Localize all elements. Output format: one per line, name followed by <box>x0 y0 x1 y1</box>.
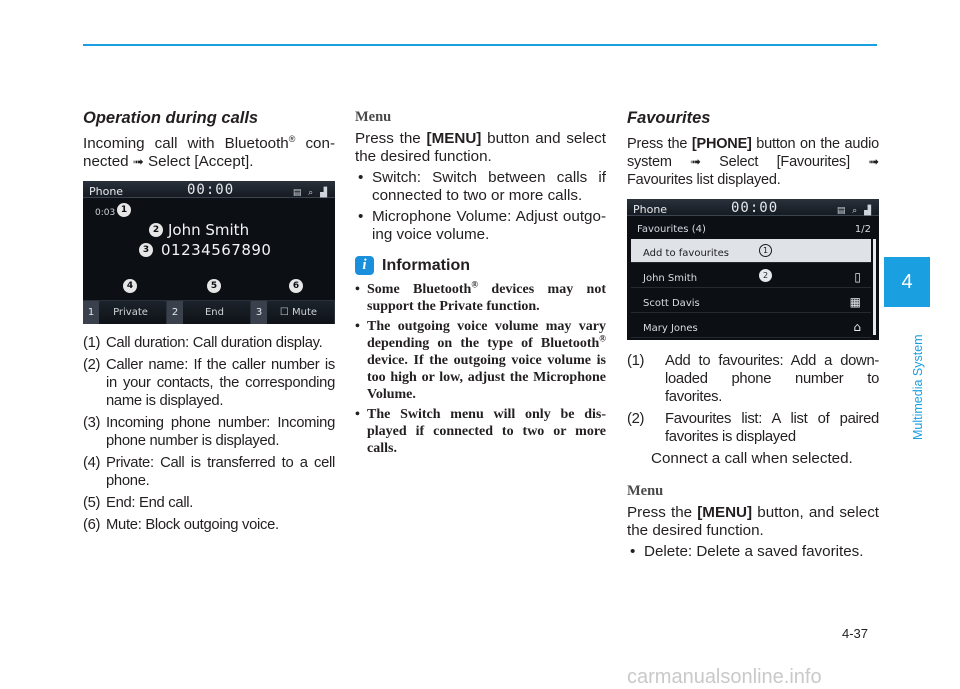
arrow-icon: ➟ <box>132 154 144 169</box>
callout-badge-2: 2 <box>149 223 163 237</box>
info-icon: i <box>355 256 374 275</box>
call-duration: 0:03 <box>95 208 116 218</box>
watermark: carmanualsonline.info <box>627 666 822 688</box>
section-label: Multimedia System <box>911 334 925 440</box>
column-favourites <box>627 108 879 564</box>
list-item: • Microphone Volume: Adjust outgo-ing voice volume. <box>355 208 606 244</box>
callout-number-1: 1 <box>759 244 772 257</box>
call-button-row <box>83 300 335 324</box>
column-menu <box>355 108 606 460</box>
column-operation-during-calls <box>83 108 335 538</box>
callout-badge-3: 3 <box>139 243 153 257</box>
list-item: (5) End: End call. <box>83 495 194 511</box>
list-item: (4) Private: Call is transferred to a cell phone. <box>83 455 335 489</box>
caller-number: 01234567890 <box>161 241 272 259</box>
list-item: • The Switch menu will only be dis-played if connected to two or more calls. <box>355 406 606 457</box>
mute-checkbox-icon: ☐ <box>279 307 293 318</box>
list-item: • Delete: Delete a saved favorites. <box>627 543 879 561</box>
mute-button[interactable]: 3 ☐ Mute <box>251 301 335 324</box>
favourites-menu-instruction: Press the [MENU] button, and select the desired function. <box>627 504 880 539</box>
connect-note: Connect a call when selected. <box>651 450 853 467</box>
heading-operation-during-calls: Operation during calls <box>83 109 259 127</box>
list-item: • The outgoing voice volume may vary depending on the type of Bluetooth® device. If the outgoing voice volume is too high or low, adjust the Microphone Volume. <box>355 318 606 403</box>
callout-number-2: 2 <box>759 269 772 282</box>
heading-favourites: Favourites <box>627 109 711 127</box>
favourites-list-header <box>627 218 879 236</box>
office-icon: ▦ <box>849 295 861 309</box>
list-item: • Some Bluetooth® devices may not support the Private function. <box>355 281 606 315</box>
callout-badge-5: 5 <box>207 279 221 293</box>
information-header <box>355 256 606 275</box>
favourite-row-mary-jones[interactable]: Mary Jones ⌂ <box>631 314 871 338</box>
callout-badge-6: 6 <box>289 279 303 293</box>
page-number: 4-37 <box>842 626 869 641</box>
status-icons: ▤ ⌕ ▟ <box>292 188 329 198</box>
list-item: (6) Mute: Block outgoing voice. <box>83 517 279 533</box>
incoming-call-intro: Incoming call with Bluetooth® con-nected ➟ Select [Accept]. <box>83 133 336 170</box>
private-button[interactable]: 1 Private <box>83 301 167 324</box>
information-title: Information <box>382 256 470 274</box>
call-screen-legend <box>83 334 335 534</box>
list-item: (1) Add to favourites: Add a down-loaded phone number to favorites. <box>627 353 879 405</box>
favourite-row-john-smith[interactable]: John Smith 2 ▯ <box>631 264 871 288</box>
favourites-screen <box>627 199 879 340</box>
favourites-count: Favourites (4) <box>637 224 706 235</box>
list-item: (3) Incoming phone number: Incoming phone number is displayed. <box>83 415 335 449</box>
screen-clock: 00:00 <box>187 182 235 198</box>
favourites-instruction: Press the [PHONE] button on the audio system ➟ Select [Favourites] ➟ Favourites list displayed. <box>627 136 879 188</box>
section-tab: 4 <box>884 257 930 307</box>
list-item: (1) Call duration: Call duration display. <box>83 335 323 351</box>
home-icon: ⌂ <box>853 320 861 334</box>
callout-badge-4: 4 <box>123 279 137 293</box>
list-item: (2) Caller name: If the caller number is in your contacts, the corresponding name is displayed. <box>83 357 335 409</box>
favourites-legend <box>627 352 879 446</box>
add-to-favourites-row[interactable]: Add to favourites 1 <box>631 239 871 263</box>
screen-status-bar <box>627 199 879 216</box>
arrow-icon: ➟ <box>690 154 701 169</box>
mobile-phone-icon: ▯ <box>854 270 861 284</box>
favourites-menu-list <box>627 543 879 561</box>
caller-name: John Smith <box>168 221 250 239</box>
menu-instruction: Press the [MENU] button and select the desired function. <box>355 130 606 165</box>
heading-menu: Menu <box>355 109 392 125</box>
favourite-row-scott-davis[interactable]: Scott Davis ▦ <box>631 289 871 313</box>
list-scrollbar[interactable] <box>873 239 876 335</box>
menu-functions-list <box>355 169 606 244</box>
callout-badge-1: 1 <box>117 203 131 217</box>
arrow-icon: ➟ <box>868 154 879 169</box>
call-screen <box>83 181 335 324</box>
end-button[interactable]: 2 End <box>167 301 251 324</box>
top-rule <box>83 44 877 46</box>
page-indicator: 1/2 <box>854 224 871 235</box>
screen-title: Phone <box>89 185 124 198</box>
heading-menu-favourites: Menu <box>627 483 664 499</box>
list-item: • Switch: Switch between calls if connected to two or more calls. <box>355 169 606 205</box>
screen-title: Phone <box>633 203 668 216</box>
status-icons: ▤ ⌕ ▟ <box>836 206 873 216</box>
information-list <box>355 281 606 457</box>
list-item: (2) Favourites list: A list of paired favorites is displayed <box>627 411 879 445</box>
screen-status-bar <box>83 181 335 198</box>
screen-clock: 00:00 <box>731 200 779 216</box>
